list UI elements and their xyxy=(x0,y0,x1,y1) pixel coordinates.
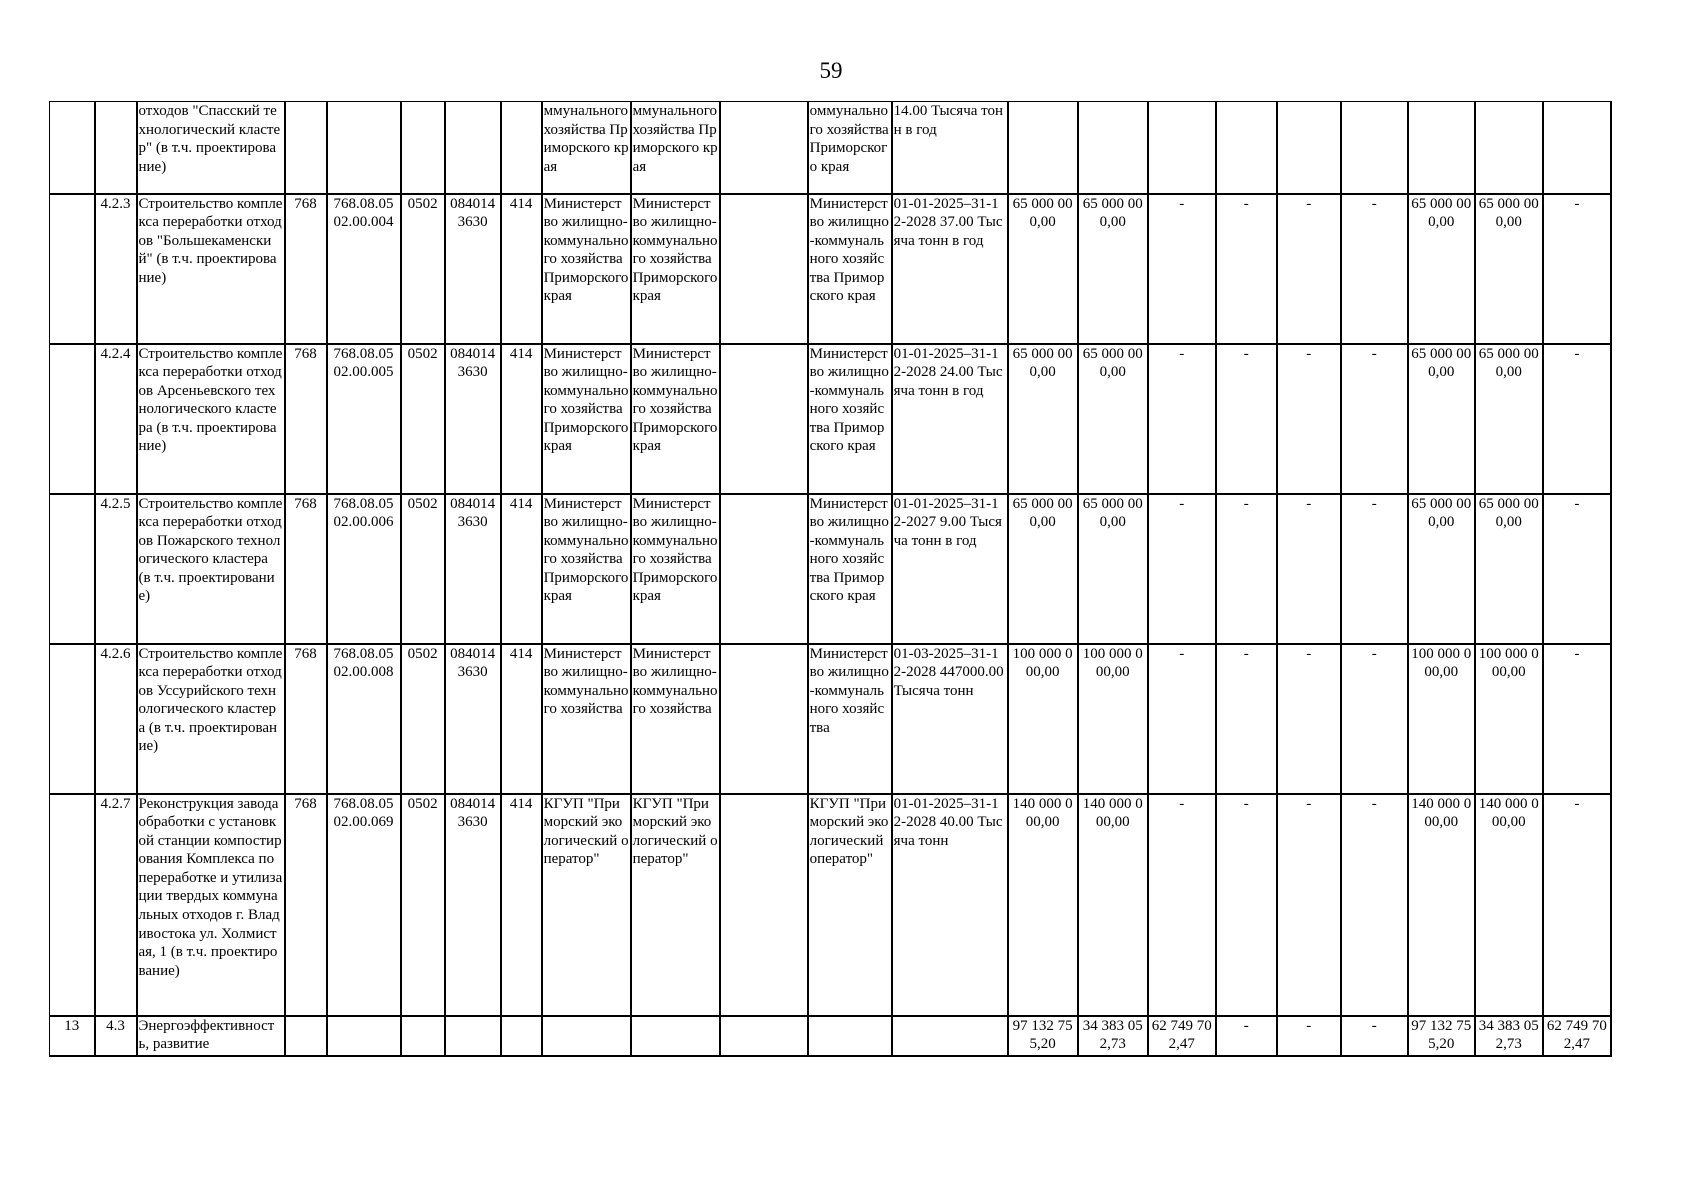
cell-vr: 414 xyxy=(501,494,542,644)
cell-result: 01-01-2025–31-12-2028 24.00 Тысяча тонн в год xyxy=(892,344,1008,494)
cell-sub: 768.08.05 02.00.008 xyxy=(327,644,401,794)
cell-empty xyxy=(720,494,808,644)
page-number: 59 xyxy=(819,58,843,83)
cell-v4: - xyxy=(1216,644,1277,794)
cell-org1: Министерство жилищно-коммунального хозяйства xyxy=(542,644,631,794)
cell-no xyxy=(50,344,95,494)
cell-org3 xyxy=(808,1016,892,1056)
cell-code: 4.2.5 xyxy=(95,494,137,644)
cell-rz xyxy=(401,1016,445,1056)
cell-v1: 140 000 000,00 xyxy=(1008,794,1078,1016)
cell-code: 4.2.3 xyxy=(95,194,137,344)
cell-org2: КГУП "Приморский экологический оператор" xyxy=(631,794,720,1016)
cell-no xyxy=(50,644,95,794)
cell-org1: Министерство жилищно-коммунального хозяйства Приморского края xyxy=(542,344,631,494)
cell-v5: - xyxy=(1277,644,1341,794)
table-row xyxy=(50,644,1612,794)
cell-v4: - xyxy=(1216,344,1277,494)
cell-result xyxy=(892,1016,1008,1056)
cell-org3: оммунального хозяйства Приморского края xyxy=(808,102,892,194)
cell-empty xyxy=(720,1016,808,1056)
cell-no xyxy=(50,194,95,344)
cell-name: Строительство комплекса переработки отходов "Большекаменский" (в т.ч. проектирование) xyxy=(137,194,285,344)
cell-v6: - xyxy=(1341,644,1408,794)
cell-v7: 65 000 000,00 xyxy=(1408,344,1475,494)
cell-rz: 0502 xyxy=(401,344,445,494)
cell-vr: 414 xyxy=(501,794,542,1016)
cell-csr: 084014 3630 xyxy=(445,344,501,494)
cell-csr: 084014 3630 xyxy=(445,194,501,344)
cell-grbs: 768 xyxy=(285,344,327,494)
table-row xyxy=(50,344,1612,494)
cell-v4: - xyxy=(1216,494,1277,644)
table-row xyxy=(50,194,1612,344)
cell-v5: - xyxy=(1277,794,1341,1016)
cell-v3: - xyxy=(1148,494,1216,644)
cell-v3: - xyxy=(1148,344,1216,494)
cell-v7: 65 000 000,00 xyxy=(1408,194,1475,344)
cell-org2: Министерство жилищно-коммунального хозяйства Приморского края xyxy=(631,194,720,344)
cell-v2 xyxy=(1078,102,1148,194)
cell-name: Строительство комплекса переработки отходов Арсеньевского технологического кластера (в т.ч. проектирование) xyxy=(137,344,285,494)
cell-v3 xyxy=(1148,102,1216,194)
cell-v3: 62 749 702,47 xyxy=(1148,1016,1216,1056)
cell-v5: - xyxy=(1277,194,1341,344)
cell-grbs xyxy=(285,102,327,194)
cell-org2 xyxy=(631,1016,720,1056)
cell-rz xyxy=(401,102,445,194)
cell-rz: 0502 xyxy=(401,194,445,344)
cell-v4: - xyxy=(1216,1016,1277,1056)
table-body xyxy=(50,102,1612,1056)
cell-v8: 65 000 000,00 xyxy=(1475,494,1543,644)
cell-result: 01-01-2025–31-12-2027 9.00 Тысяча тонн в год xyxy=(892,494,1008,644)
cell-v5 xyxy=(1277,102,1341,194)
cell-name: Энергоэффективность, развитие xyxy=(137,1016,285,1056)
cell-v4 xyxy=(1216,102,1277,194)
cell-result: 14.00 Тысяча тонн в год xyxy=(892,102,1008,194)
cell-v3: - xyxy=(1148,794,1216,1016)
cell-rz: 0502 xyxy=(401,644,445,794)
cell-v9: - xyxy=(1543,194,1611,344)
cell-no xyxy=(50,794,95,1016)
cell-v2: 100 000 000,00 xyxy=(1078,644,1148,794)
cell-v6: - xyxy=(1341,494,1408,644)
cell-org2: Министерство жилищно-коммунального хозяйства xyxy=(631,644,720,794)
cell-v9: - xyxy=(1543,344,1611,494)
cell-v1: 97 132 755,20 xyxy=(1008,1016,1078,1056)
cell-v6 xyxy=(1341,102,1408,194)
cell-csr xyxy=(445,1016,501,1056)
cell-grbs: 768 xyxy=(285,794,327,1016)
program-table xyxy=(49,101,1612,1057)
cell-org1 xyxy=(542,1016,631,1056)
cell-v9: - xyxy=(1543,644,1611,794)
cell-csr: 084014 3630 xyxy=(445,494,501,644)
cell-v9: - xyxy=(1543,494,1611,644)
cell-org1: Министерство жилищно-коммунального хозяйства Приморского края xyxy=(542,194,631,344)
cell-v7: 140 000 000,00 xyxy=(1408,794,1475,1016)
cell-no xyxy=(50,494,95,644)
cell-v9: - xyxy=(1543,794,1611,1016)
cell-empty xyxy=(720,644,808,794)
cell-v3: - xyxy=(1148,644,1216,794)
cell-v8: 100 000 000,00 xyxy=(1475,644,1543,794)
cell-org1: Министерство жилищно-коммунального хозяйства Приморского края xyxy=(542,494,631,644)
cell-vr: 414 xyxy=(501,644,542,794)
cell-empty xyxy=(720,344,808,494)
cell-v2: 65 000 000,00 xyxy=(1078,494,1148,644)
cell-vr xyxy=(501,102,542,194)
cell-v8: 65 000 000,00 xyxy=(1475,194,1543,344)
cell-v7: 97 132 755,20 xyxy=(1408,1016,1475,1056)
cell-v6: - xyxy=(1341,794,1408,1016)
cell-grbs xyxy=(285,1016,327,1056)
cell-sub: 768.08.05 02.00.005 xyxy=(327,344,401,494)
table-row xyxy=(50,1016,1612,1056)
cell-vr: 414 xyxy=(501,194,542,344)
cell-v1: 65 000 000,00 xyxy=(1008,344,1078,494)
cell-grbs: 768 xyxy=(285,194,327,344)
cell-name: Строительство комплекса переработки отходов Пожарского технологического кластера (в т.ч. проектирование) xyxy=(137,494,285,644)
cell-vr: 414 xyxy=(501,344,542,494)
cell-v8 xyxy=(1475,102,1543,194)
cell-org2: Министерство жилищно-коммунального хозяйства Приморского края xyxy=(631,344,720,494)
cell-code: 4.2.6 xyxy=(95,644,137,794)
cell-v5: - xyxy=(1277,344,1341,494)
cell-name: Строительство комплекса переработки отходов Уссурийского технологического кластера (в т.ч. проектирование) xyxy=(137,644,285,794)
cell-code: 4.2.4 xyxy=(95,344,137,494)
cell-v8: 34 383 052,73 xyxy=(1475,1016,1543,1056)
cell-org2: ммунального хозяйства Приморского края xyxy=(631,102,720,194)
cell-empty xyxy=(720,194,808,344)
cell-v6: - xyxy=(1341,1016,1408,1056)
cell-rz: 0502 xyxy=(401,794,445,1016)
table-row xyxy=(50,794,1612,1016)
cell-csr xyxy=(445,102,501,194)
cell-v9 xyxy=(1543,102,1611,194)
cell-v4: - xyxy=(1216,794,1277,1016)
cell-no: 13 xyxy=(50,1016,95,1056)
cell-v1: 65 000 000,00 xyxy=(1008,494,1078,644)
cell-grbs: 768 xyxy=(285,644,327,794)
table-row xyxy=(50,494,1612,644)
cell-org3: Министерство жилищно-коммунального хозяйства Приморского края xyxy=(808,344,892,494)
cell-v1: 100 000 000,00 xyxy=(1008,644,1078,794)
cell-org3: Министерство жилищно-коммунального хозяйства Приморского края xyxy=(808,194,892,344)
cell-v6: - xyxy=(1341,194,1408,344)
cell-no xyxy=(50,102,95,194)
cell-org1: ммунального хозяйства Приморского края xyxy=(542,102,631,194)
cell-empty xyxy=(720,102,808,194)
cell-empty xyxy=(720,794,808,1016)
cell-grbs: 768 xyxy=(285,494,327,644)
cell-v8: 65 000 000,00 xyxy=(1475,344,1543,494)
cell-v1 xyxy=(1008,102,1078,194)
cell-v5: - xyxy=(1277,494,1341,644)
cell-v8: 140 000 000,00 xyxy=(1475,794,1543,1016)
cell-v2: 34 383 052,73 xyxy=(1078,1016,1148,1056)
cell-sub: 768.08.05 02.00.069 xyxy=(327,794,401,1016)
cell-rz: 0502 xyxy=(401,494,445,644)
cell-v7: 65 000 000,00 xyxy=(1408,494,1475,644)
cell-v2: 65 000 000,00 xyxy=(1078,194,1148,344)
cell-csr: 084014 3630 xyxy=(445,644,501,794)
cell-v4: - xyxy=(1216,194,1277,344)
cell-v6: - xyxy=(1341,344,1408,494)
cell-csr: 084014 3630 xyxy=(445,794,501,1016)
cell-v2: 140 000 000,00 xyxy=(1078,794,1148,1016)
cell-org3: КГУП "Приморский экологический оператор" xyxy=(808,794,892,1016)
cell-v5: - xyxy=(1277,1016,1341,1056)
cell-name: отходов "Спасский технологический кластер" (в т.ч. проектирование) xyxy=(137,102,285,194)
cell-org3: Министерство жилищно-коммунального хозяйства Приморского края xyxy=(808,494,892,644)
table-row xyxy=(50,102,1612,194)
cell-sub xyxy=(327,1016,401,1056)
cell-name: Реконструкция завода обработки с установкой станции компостирования Комплекса по переработке и утилизации твердых коммунальных отходов г. Владивостока ул. Холмистая, 1 (в т.ч. проектирование) xyxy=(137,794,285,1016)
cell-code xyxy=(95,102,137,194)
cell-org3: Министерство жилищно-коммунального хозяйства xyxy=(808,644,892,794)
cell-org2: Министерство жилищно-коммунального хозяйства Приморского края xyxy=(631,494,720,644)
cell-sub: 768.08.05 02.00.004 xyxy=(327,194,401,344)
cell-org1: КГУП "Приморский экологический оператор" xyxy=(542,794,631,1016)
cell-sub: 768.08.05 02.00.006 xyxy=(327,494,401,644)
cell-v2: 65 000 000,00 xyxy=(1078,344,1148,494)
cell-code: 4.2.7 xyxy=(95,794,137,1016)
cell-sub xyxy=(327,102,401,194)
cell-v7: 100 000 000,00 xyxy=(1408,644,1475,794)
cell-code: 4.3 xyxy=(95,1016,137,1056)
cell-result: 01-01-2025–31-12-2028 37.00 Тысяча тонн в год xyxy=(892,194,1008,344)
cell-result: 01-01-2025–31-12-2028 40.00 Тысяча тонн xyxy=(892,794,1008,1016)
cell-result: 01-03-2025–31-12-2028 447000.00 Тысяча тонн xyxy=(892,644,1008,794)
cell-v3: - xyxy=(1148,194,1216,344)
cell-v7 xyxy=(1408,102,1475,194)
cell-v9: 62 749 702,47 xyxy=(1543,1016,1611,1056)
cell-v1: 65 000 000,00 xyxy=(1008,194,1078,344)
cell-vr xyxy=(501,1016,542,1056)
